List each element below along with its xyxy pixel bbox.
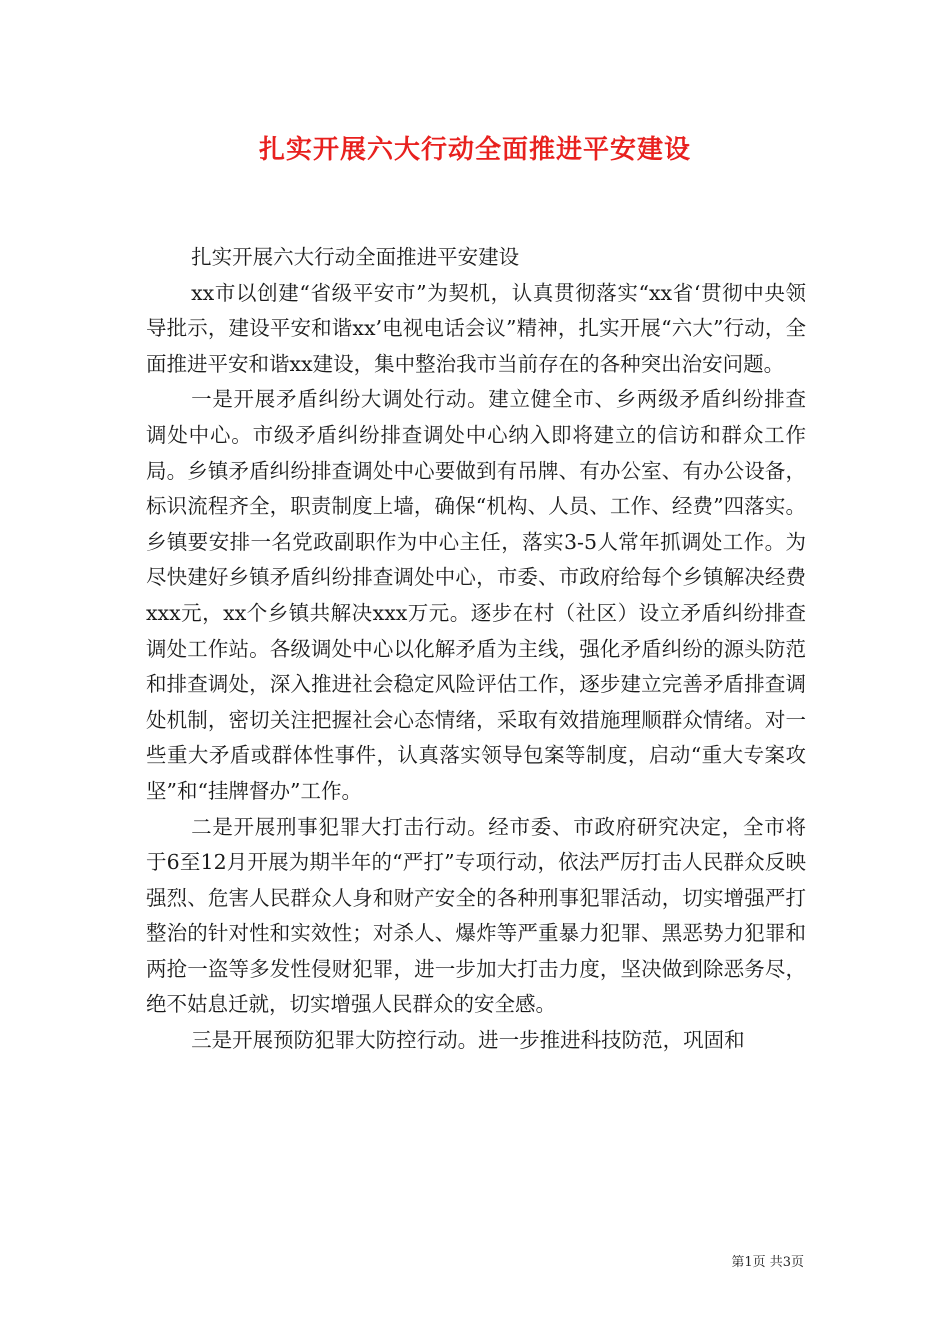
paragraph-action-one: 一是开展矛盾纠纷大调处行动。建立健全市、乡两级矛盾纠纷排查调处中心。市级矛盾纠纷排查调处中心纳入即将建立的信访和群众工作局。乡镇矛盾纠纷排查调处中心要做到有吊牌、有办公室、有办公设备，标识流程齐全，职责制度上墙，确保“机构、人员、工作、经费”四落实。乡镇要安排一名党政副职作为中心主任，落实3-5人常年抓调处工作。为尽快建好乡镇矛盾纠纷排查调处中心，市委、市政府给每个乡镇解决经费xxx元，xx个乡镇共解决xxx万元。逐步在村（社区）设立矛盾纠纷排查调处工作站。各级调处中心以化解矛盾为主线，强化矛盾纠纷的源头防范和排查调处，深入推进社会稳定风险评估工作，逐步建立完善矛盾排查调处机制，密切关注把握社会心态情绪，采取有效措施理顺群众情绪。对一些重大矛盾或群体性事件，认真落实领导包案等制度，启动“重大专案攻坚”和“挂牌督办”工作。 xyxy=(146,387,806,803)
document-body xyxy=(146,240,806,1059)
page-number: 第1页 共3页 xyxy=(731,1255,804,1270)
document-title: 扎实开展六大行动全面推进平安建设 xyxy=(258,135,691,165)
paragraph-intro: xx市以创建“省级平安市”为契机，认真贯彻落实“xx省‘贯彻中央领导批示，建设平安和谐xx’电视电话会议”精神，扎实开展“六大”行动，全面推进平安和谐xx建设，集中整治我市当前存在的各种突出治安问题。 xyxy=(146,280,806,376)
paragraph-action-three: 三是开展预防犯罪大防控行动。进一步推进科技防范，巩固和 xyxy=(191,1028,745,1053)
paragraph-action-two: 二是开展刑事犯罪大打击行动。经市委、市政府研究决定，全市将于6至12月开展为期半年的“严打”专项行动，依法严厉打击人民群众反映强烈、危害人民群众人身和财产安全的各种刑事犯罪活动，切实增强严打整治的针对性和实效性；对杀人、爆炸等严重暴力犯罪、黑恶势力犯罪和两抢一盗等多发性侵财犯罪，进一步加大打击力度，坚决做到除恶务尽，绝不姑息迁就，切实增强人民群众的安全感。 xyxy=(146,814,806,1017)
paragraph-subtitle: 扎实开展六大行动全面推进平安建设 xyxy=(191,245,520,269)
